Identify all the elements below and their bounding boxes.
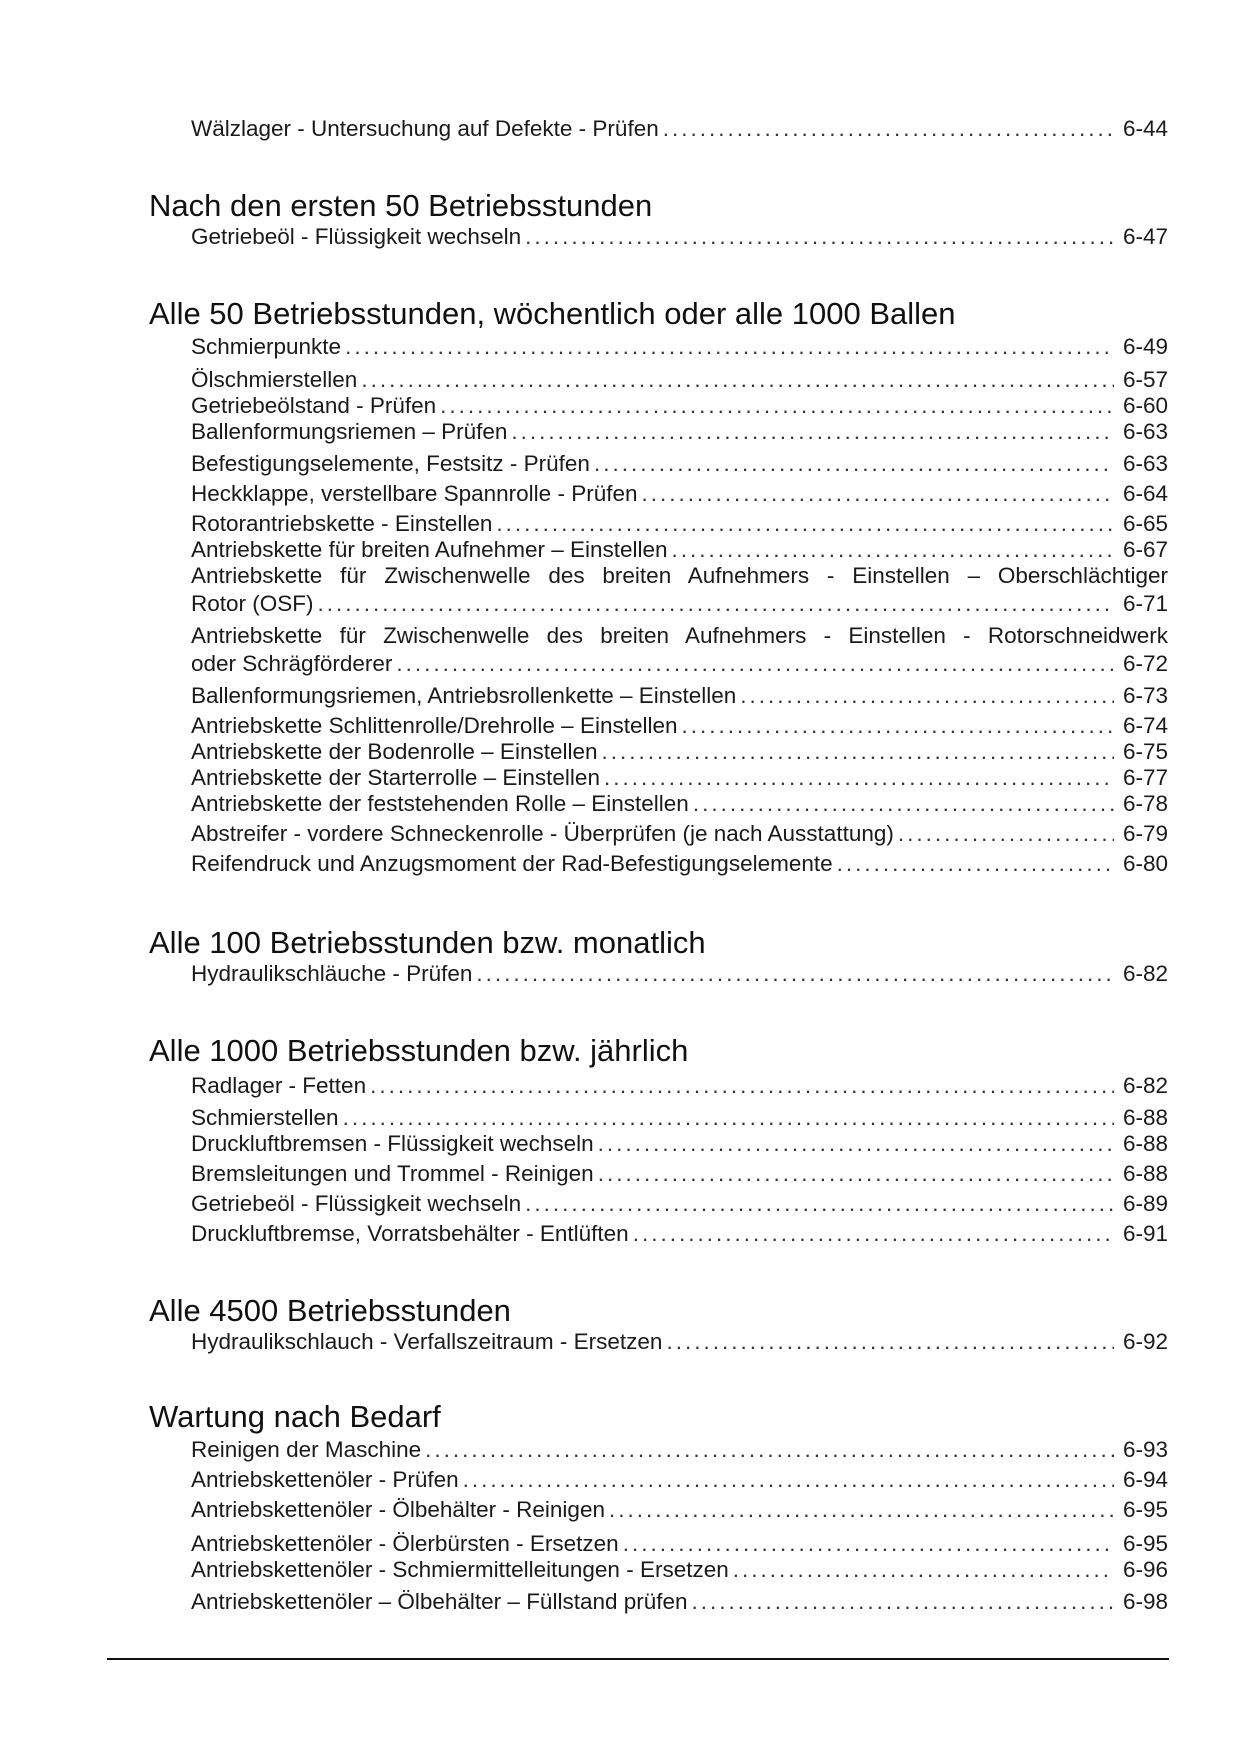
dot-leader: [609, 1497, 1114, 1523]
toc-entry-title: Getriebeölstand - Prüfen: [191, 393, 437, 418]
toc-entry[interactable]: [191, 1221, 1168, 1247]
toc-entry[interactable]: [191, 1329, 1168, 1355]
toc-entry-page: 6-64: [1122, 481, 1168, 506]
footer-divider: [107, 1658, 1169, 1660]
section-heading: Nach den ersten 50 Betriebsstunden: [149, 188, 653, 223]
dot-leader: [740, 683, 1114, 709]
toc-entry-title: oder Schrägförderer: [191, 651, 393, 676]
dot-leader: [663, 116, 1114, 142]
toc-entry-title: Getriebeöl - Flüssigkeit wechseln: [191, 224, 522, 249]
toc-entry-title: Antriebskettenöler - Schmiermittelleitungen - Ersetzen: [191, 1557, 729, 1582]
dot-leader: [425, 1437, 1114, 1463]
toc-entry-page: 6-82: [1122, 1073, 1168, 1098]
toc-entry[interactable]: [191, 821, 1168, 847]
toc-entry[interactable]: [191, 511, 1168, 537]
toc-entry-page: 6-91: [1122, 1221, 1168, 1246]
toc-entry[interactable]: [191, 851, 1168, 877]
section-heading: Wartung nach Bedarf: [149, 1399, 441, 1434]
toc-entry-title: Antriebskettenöler - Ölerbürsten - Ersetzen: [191, 1531, 619, 1556]
toc-entry-title: Antriebskette der Bodenrolle – Einstellen: [191, 739, 598, 764]
toc-entry-title: Rotor (OSF): [191, 591, 314, 616]
dot-leader: [666, 1329, 1114, 1355]
toc-entry-title: Antriebskettenöler - Prüfen: [191, 1467, 459, 1492]
section-heading: Alle 50 Betriebsstunden, wöchentlich oder alle 1000 Ballen: [149, 296, 956, 331]
dot-leader: [598, 1161, 1114, 1187]
toc-entry[interactable]: [191, 1531, 1168, 1557]
dot-leader: [496, 511, 1114, 537]
toc-entry[interactable]: [191, 367, 1168, 393]
toc-entry[interactable]: [191, 791, 1168, 817]
toc-entry[interactable]: [191, 765, 1168, 791]
toc-entry[interactable]: [191, 224, 1168, 250]
toc-entry[interactable]: [191, 1105, 1168, 1131]
toc-entry-title: Abstreifer - vordere Schneckenrolle - Überprüfen (je nach Ausstattung): [191, 821, 894, 846]
toc-entry-title: Wälzlager - Untersuchung auf Defekte - Prüfen: [191, 116, 659, 141]
dot-leader: [623, 1531, 1114, 1557]
toc-entry-title: Rotorantriebskette - Einstellen: [191, 511, 493, 536]
dot-leader: [370, 1073, 1114, 1099]
toc-entry-page: 6-95: [1122, 1497, 1168, 1522]
toc-entry-title: Ballenformungsriemen, Antriebsrollenkette – Einstellen: [191, 683, 737, 708]
toc-entry-title: Bremsleitungen und Trommel - Reinigen: [191, 1161, 594, 1186]
toc-entry-title: Antriebskette für breiten Aufnehmer – Einstellen: [191, 537, 668, 562]
toc-entry-page: 6-57: [1122, 367, 1168, 392]
dot-leader: [511, 419, 1114, 445]
toc-entry-page: 6-93: [1122, 1437, 1168, 1462]
toc-entry-title: Schmierpunkte: [191, 334, 342, 359]
toc-entry-page: 6-67: [1122, 537, 1168, 562]
toc-entry-page: 6-89: [1122, 1191, 1168, 1216]
toc-entry-title: Reinigen der Maschine: [191, 1437, 422, 1462]
dot-leader: [343, 1105, 1114, 1131]
toc-entry-title: Antriebskette Schlittenrolle/Drehrolle – Einstellen: [191, 713, 678, 738]
dot-leader: [837, 851, 1114, 877]
toc-entry-title: Getriebeöl - Flüssigkeit wechseln: [191, 1191, 522, 1216]
toc-entry[interactable]: [191, 1191, 1168, 1217]
toc-entry-title: Radlager - Fetten: [191, 1073, 367, 1098]
toc-entry-title: Antriebskettenöler – Ölbehälter – Füllstand prüfen: [191, 1589, 688, 1614]
toc-entry-page: 6-77: [1122, 765, 1168, 790]
toc-entry-page: 6-88: [1122, 1131, 1168, 1156]
toc-entry-title: Schmierstellen: [191, 1105, 339, 1130]
toc-entry[interactable]: [191, 393, 1168, 419]
section-heading: Alle 100 Betriebsstunden bzw. monatlich: [149, 925, 706, 960]
toc-entry[interactable]: [191, 1467, 1168, 1493]
toc-entry-page: 6-74: [1122, 713, 1168, 738]
toc-entry-title: Reifendruck und Anzugsmoment der Rad-Befestigungselemente: [191, 851, 833, 876]
toc-entry-page: 6-73: [1122, 683, 1168, 708]
toc-entry[interactable]: [191, 419, 1168, 445]
dot-leader: [633, 1221, 1114, 1247]
dot-leader: [641, 481, 1114, 507]
toc-entry[interactable]: [191, 1497, 1168, 1523]
dot-leader: [396, 651, 1114, 677]
toc-entry[interactable]: [191, 1161, 1168, 1187]
dot-leader: [693, 791, 1114, 817]
toc-entry-title: Hydraulikschlauch - Verfallszeitraum - Ersetzen: [191, 1329, 663, 1354]
toc-entry-title: Ölschmierstellen: [191, 367, 358, 392]
dot-leader: [463, 1467, 1114, 1493]
toc-entry[interactable]: [191, 481, 1168, 507]
dot-leader: [525, 224, 1114, 250]
toc-entry[interactable]: [191, 713, 1168, 739]
toc-entry-page: 6-88: [1122, 1161, 1168, 1186]
dot-leader: [476, 961, 1114, 987]
toc-entry-page: 6-92: [1122, 1329, 1168, 1354]
toc-entry-title: Druckluftbremsen - Flüssigkeit wechseln: [191, 1131, 594, 1156]
toc-entry[interactable]: [191, 1437, 1168, 1463]
toc-entry-page: 6-79: [1122, 821, 1168, 846]
dot-leader: [898, 821, 1114, 847]
dot-leader: [672, 537, 1114, 563]
toc-entry-page: 6-63: [1122, 419, 1168, 444]
toc-entry-page: 6-44: [1122, 116, 1168, 141]
toc-entry-page: 6-75: [1122, 739, 1168, 764]
toc-entry-title: Antriebskettenöler - Ölbehälter - Reinigen: [191, 1497, 605, 1522]
toc-entry-title: Heckklappe, verstellbare Spannrolle - Prüfen: [191, 481, 638, 506]
toc-entry-page: 6-78: [1122, 791, 1168, 816]
dot-leader: [604, 765, 1114, 791]
toc-entry[interactable]: [191, 1073, 1168, 1099]
toc-entry-title: Antriebskette der Starterrolle – Einstellen: [191, 765, 600, 790]
toc-entry-page: 6-60: [1122, 393, 1168, 418]
toc-entry-page: 6-98: [1122, 1589, 1168, 1614]
toc-entry-page: 6-49: [1122, 334, 1168, 359]
toc-entry-page: 6-63: [1122, 451, 1168, 476]
toc-entry-page: 6-47: [1122, 224, 1168, 249]
dot-leader: [682, 713, 1115, 739]
section-heading: Alle 4500 Betriebsstunden: [149, 1293, 511, 1328]
toc-entry[interactable]: [191, 116, 1168, 142]
toc-entry[interactable]: [191, 1557, 1168, 1583]
toc-entry-page: 6-88: [1122, 1105, 1168, 1130]
dot-leader: [594, 451, 1114, 477]
dot-leader: [440, 393, 1114, 419]
toc-entry-page: 6-82: [1122, 961, 1168, 986]
toc-entry-page: 6-65: [1122, 511, 1168, 536]
toc-entry-page: 6-80: [1122, 851, 1168, 876]
toc-entry[interactable]: [191, 334, 1168, 360]
dot-leader: [602, 739, 1115, 765]
toc-entry-title: Hydraulikschläuche - Prüfen: [191, 961, 473, 986]
toc-entry[interactable]: [191, 1131, 1168, 1157]
toc-entry-page: 6-96: [1122, 1557, 1168, 1582]
toc-entry[interactable]: [191, 537, 1168, 563]
toc-entry[interactable]: [191, 451, 1168, 477]
dot-leader: [361, 367, 1114, 393]
toc-entry-page: 6-95: [1122, 1531, 1168, 1556]
toc-entry-page: 6-72: [1122, 651, 1168, 676]
toc-entry-title-line1[interactable]: Antriebskette für Zwischenwelle des breiten Aufnehmers - Einstellen - Rotorschneidwerk: [191, 623, 1168, 648]
toc-entry[interactable]: [191, 683, 1168, 709]
dot-leader: [692, 1589, 1114, 1615]
dot-leader: [318, 591, 1114, 617]
toc-entry-title: Befestigungselemente, Festsitz - Prüfen: [191, 451, 590, 476]
toc-entry-title: Antriebskette der feststehenden Rolle – Einstellen: [191, 791, 689, 816]
dot-leader: [345, 334, 1114, 360]
toc-entry-page: 6-71: [1122, 591, 1168, 616]
toc-entry[interactable]: [191, 739, 1168, 765]
toc-entry[interactable]: [191, 651, 1168, 677]
dot-leader: [733, 1557, 1114, 1583]
toc-entry-title-line1[interactable]: Antriebskette für Zwischenwelle des breiten Aufnehmers - Einstellen – Oberschlächtiger: [191, 563, 1168, 588]
toc-entry[interactable]: [191, 1589, 1168, 1615]
toc-entry[interactable]: [191, 961, 1168, 987]
dot-leader: [525, 1191, 1114, 1217]
toc-entry-title: Ballenformungsriemen – Prüfen: [191, 419, 508, 444]
toc-entry-title: Druckluftbremse, Vorratsbehälter - Entlüften: [191, 1221, 629, 1246]
dot-leader: [598, 1131, 1114, 1157]
section-heading: Alle 1000 Betriebsstunden bzw. jährlich: [149, 1033, 689, 1068]
toc-entry-page: 6-94: [1122, 1467, 1168, 1492]
toc-entry[interactable]: [191, 591, 1168, 617]
